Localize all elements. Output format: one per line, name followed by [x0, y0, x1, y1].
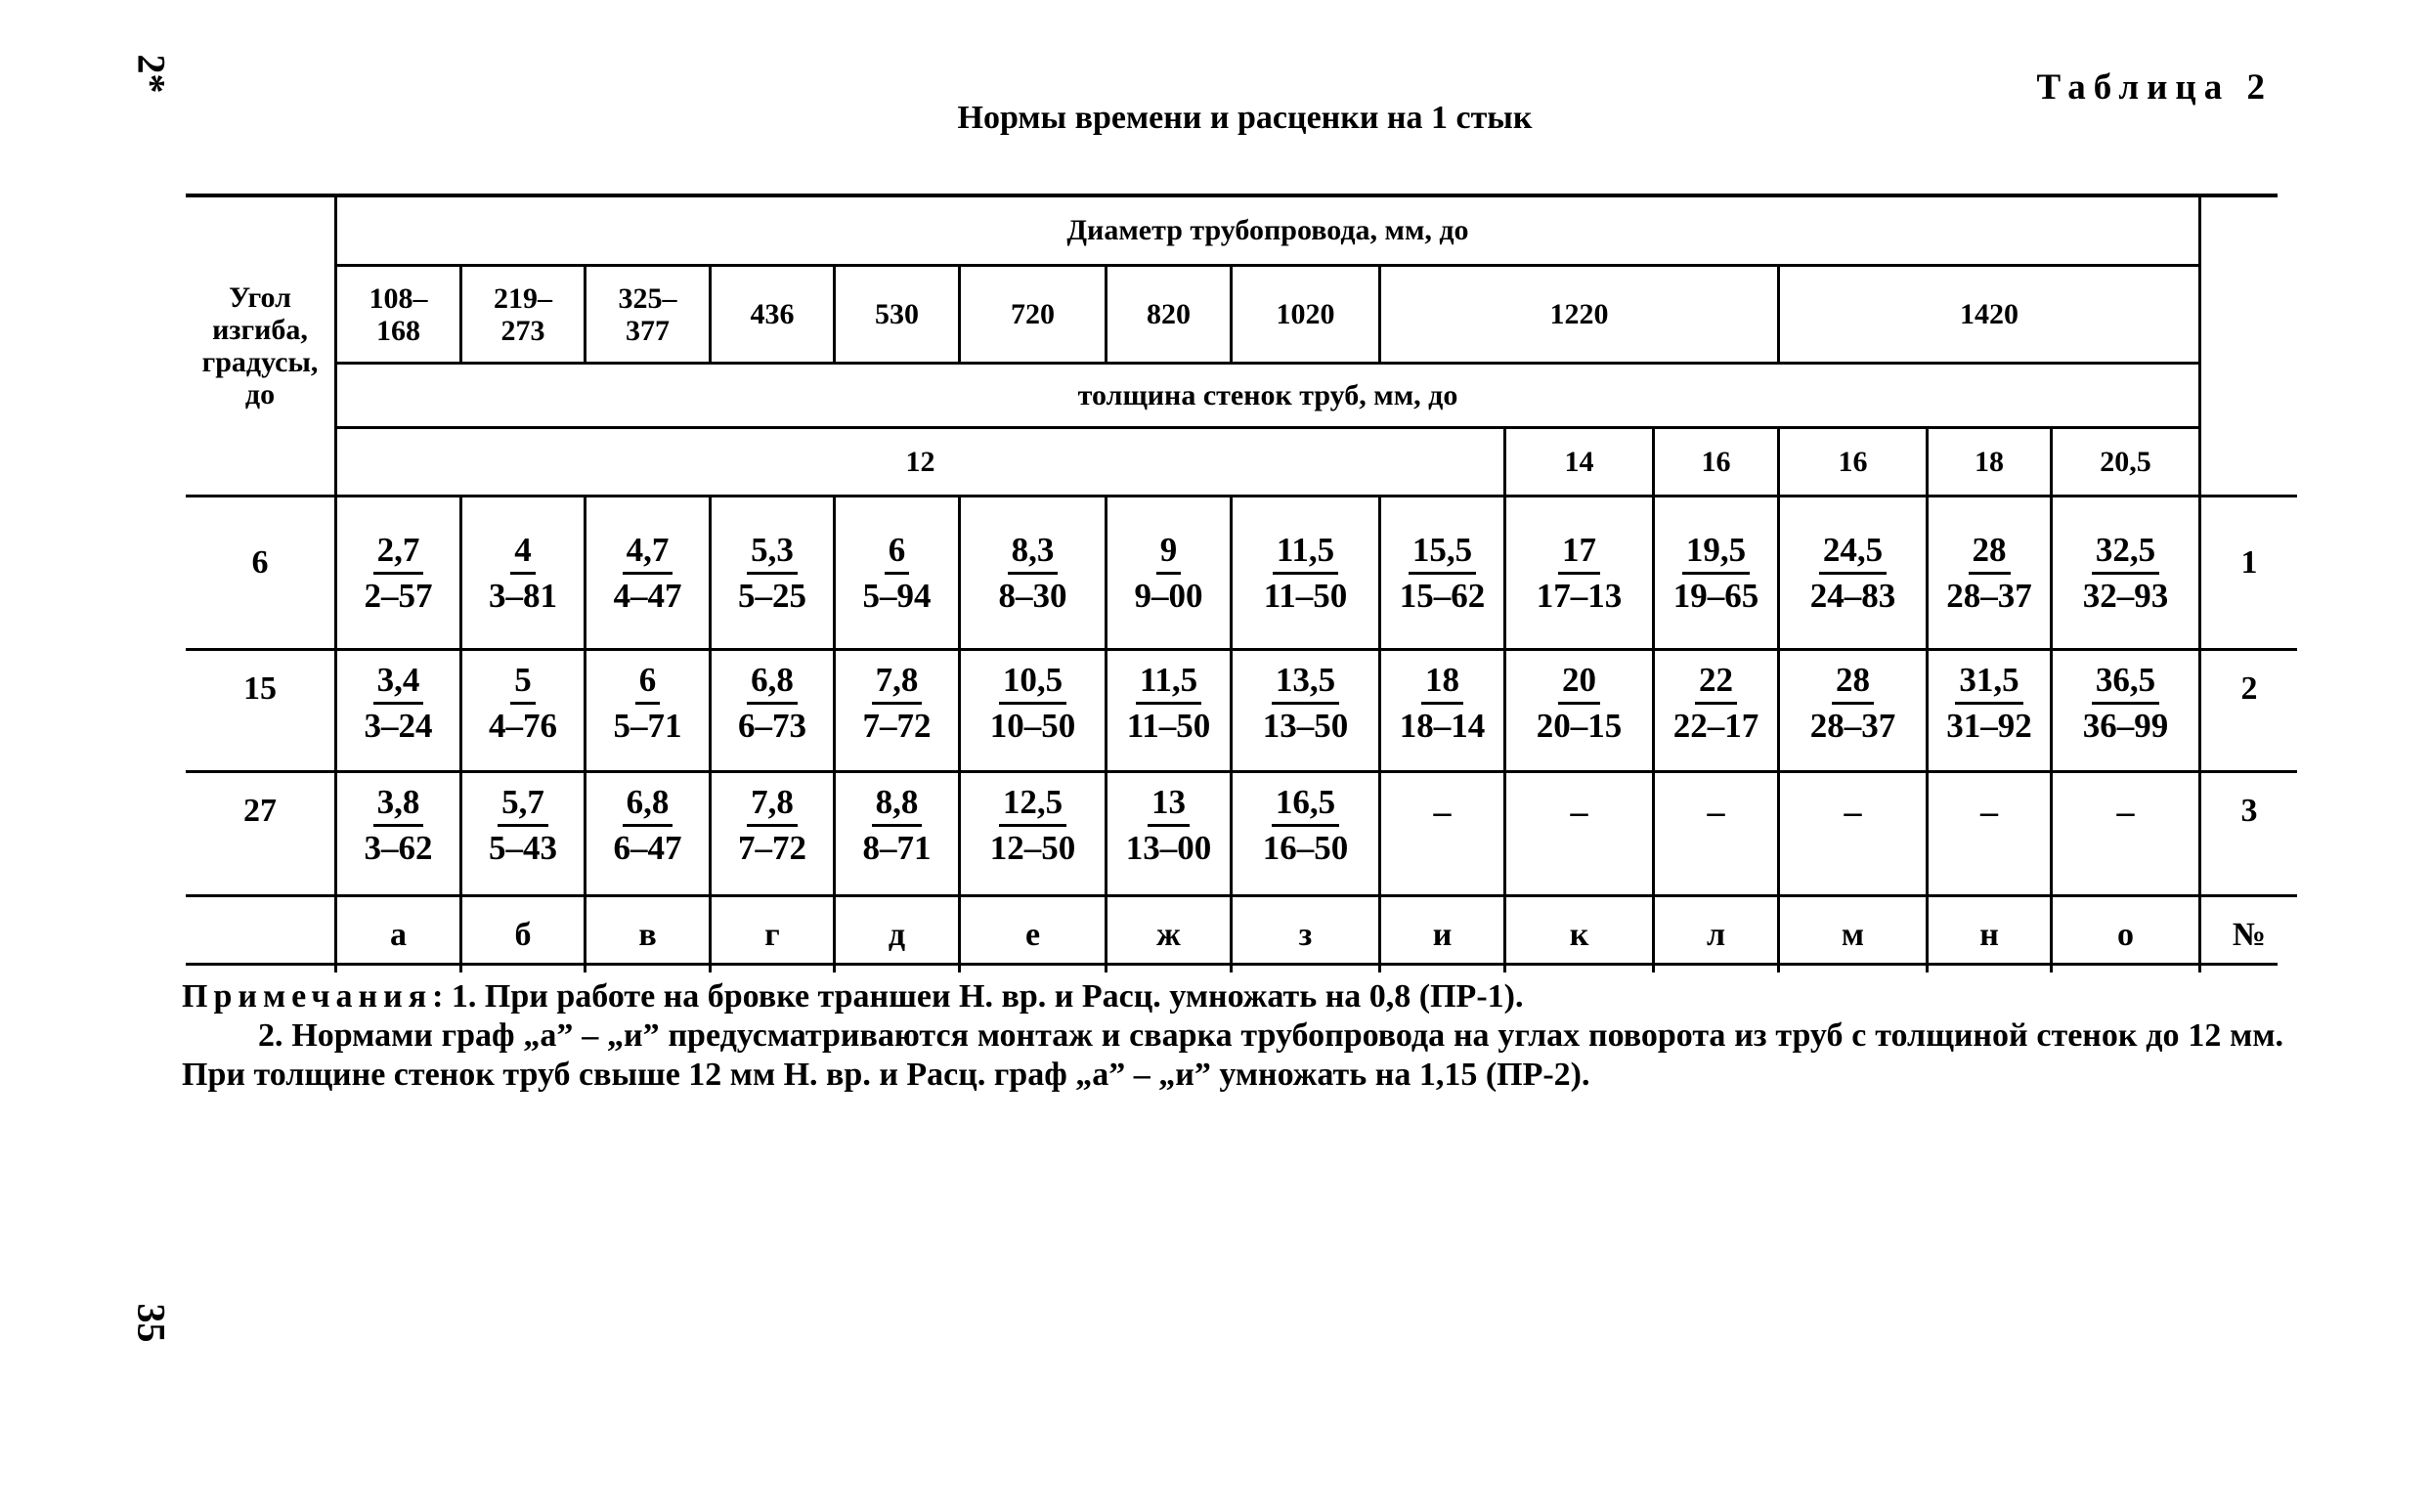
rate-value: 13–00 [1125, 829, 1212, 867]
rate-value: 4–76 [489, 707, 557, 745]
norm-fraction [1946, 529, 2032, 618]
norm-fraction [1946, 659, 2032, 748]
rate-value: 5–25 [738, 576, 806, 615]
wall-thickness-header: толщина стенок труб, мм, до [334, 362, 2198, 426]
column-letter: г [709, 894, 833, 972]
time-norm: 2,7 [373, 529, 424, 575]
time-norm: 3,4 [373, 659, 424, 705]
norm-fraction [738, 659, 806, 748]
rate-value: 12–50 [989, 829, 1076, 867]
norm-fraction [365, 781, 433, 870]
table-cell [334, 495, 459, 648]
rate-value: 3–24 [364, 707, 433, 745]
column-letter: е [958, 894, 1105, 972]
time-norm: 22 [1695, 659, 1737, 705]
norm-fraction [1400, 529, 1486, 618]
table-cell [709, 495, 833, 648]
diameter-cell [584, 264, 709, 362]
time-norm: 16,5 [1272, 781, 1339, 827]
rate-value: 31–92 [1946, 707, 2032, 745]
rate-value: 2–57 [364, 576, 433, 615]
rate-value: 3–62 [364, 829, 433, 867]
column-letter: з [1230, 894, 1378, 972]
norm-fraction [489, 781, 557, 870]
column-letter: н [1926, 894, 2050, 972]
norm-fraction [738, 781, 806, 870]
rate-value: 17–13 [1536, 576, 1623, 615]
table-label: Таблица 2 [2036, 67, 2273, 108]
time-norm: 36,5 [2092, 659, 2159, 705]
diameter-value: 168 [376, 314, 420, 347]
table-cell [1652, 495, 1777, 648]
norm-fraction [1263, 659, 1349, 748]
letters-row-blank [186, 894, 334, 972]
time-norm: 4,7 [623, 529, 673, 575]
time-norm: 24,5 [1819, 529, 1887, 575]
rate-value: 8–30 [998, 576, 1067, 615]
rate-value: 11–50 [1126, 707, 1211, 745]
norm-fraction [990, 781, 1076, 870]
time-norm: 28 [1832, 659, 1874, 705]
table-cell [958, 495, 1105, 648]
table-cell: – [1503, 770, 1652, 894]
norm-fraction [1673, 529, 1759, 618]
diameter-cell [334, 264, 459, 362]
time-norm: 9 [1156, 529, 1182, 575]
time-norm: 17 [1558, 529, 1600, 575]
time-norm: 5 [510, 659, 536, 705]
time-norm: 19,5 [1682, 529, 1750, 575]
norm-fraction [614, 659, 682, 748]
table-cell [584, 648, 709, 770]
norm-fraction [1810, 659, 1896, 748]
table-cell [1230, 770, 1378, 894]
time-norm: 6 [635, 659, 661, 705]
norm-fraction [614, 529, 682, 618]
rate-value: 20–15 [1536, 707, 1623, 745]
table-cell [334, 648, 459, 770]
table-cell [459, 495, 584, 648]
norm-fraction [489, 659, 557, 748]
time-norm: 11,5 [1136, 659, 1201, 705]
rate-value: 8–71 [862, 829, 932, 867]
table-cell [1230, 648, 1378, 770]
table-cell [584, 495, 709, 648]
time-norm: 8,8 [872, 781, 923, 827]
column-letter: к [1503, 894, 1652, 972]
rate-value: 32–93 [2082, 576, 2169, 615]
norm-fraction [489, 529, 557, 618]
column-letter: б [459, 894, 584, 972]
norm-fraction [2083, 529, 2169, 618]
notes [182, 977, 2283, 1095]
table-cell [958, 770, 1105, 894]
table-cell [2050, 495, 2198, 648]
rate-value: 18–14 [1399, 707, 1486, 745]
time-norm: 13,5 [1272, 659, 1339, 705]
time-norm: 5,3 [747, 529, 798, 575]
table-cell [1503, 648, 1652, 770]
rate-value: 10–50 [989, 707, 1076, 745]
table-cell [1105, 495, 1230, 648]
angle-header-line: изгиба, [212, 314, 308, 346]
rate-value: 36–99 [2082, 707, 2169, 745]
norms-table [186, 194, 2278, 966]
time-norm: 5,7 [498, 781, 548, 827]
diameter-value: 219– [494, 281, 552, 315]
norm-fraction [1400, 659, 1486, 748]
norm-fraction [1264, 529, 1348, 618]
angle-header [186, 197, 334, 495]
time-norm: 32,5 [2092, 529, 2159, 575]
time-norm: 15,5 [1409, 529, 1476, 575]
norm-fraction [863, 781, 932, 870]
row-angle: 6 [186, 495, 334, 648]
rate-value: 28–37 [1946, 576, 2032, 615]
note-2: 2. Нормами граф „а” – „и” предусматриваются монтаж и сварка трубопровода на углах поворота из труб с толщиной стенок до 12 мм. При толщине стенок труб свыше 12 мм Н. вр. и Расц. граф „а” – „и” умножать на 1,15 (ПР-2). [182, 1017, 2283, 1093]
rate-value: 24–83 [1809, 576, 1896, 615]
time-norm: 4 [510, 529, 536, 575]
rate-value: 19–65 [1672, 576, 1759, 615]
table-cell [833, 495, 958, 648]
table-cell [1378, 648, 1503, 770]
row-number: 3 [2198, 770, 2297, 894]
table-cell: – [1777, 770, 1926, 894]
table-cell [1378, 495, 1503, 648]
rate-value: 5–94 [862, 576, 932, 615]
diameter-value: 108– [369, 281, 428, 315]
time-norm: 10,5 [999, 659, 1066, 705]
time-norm: 8,3 [1008, 529, 1059, 575]
wall-thickness-cell: 20,5 [2050, 426, 2198, 495]
column-letter: и [1378, 894, 1503, 972]
norm-fraction [614, 781, 682, 870]
column-letter: о [2050, 894, 2198, 972]
diameter-cell: 1020 [1230, 264, 1378, 362]
table-cell [1777, 495, 1926, 648]
wall-thickness-cell: 12 [334, 426, 1503, 495]
norm-fraction [1127, 659, 1211, 748]
rate-value: 7–72 [738, 829, 806, 867]
column-letter: ж [1105, 894, 1230, 972]
row-angle: 27 [186, 770, 334, 894]
table-cell [1230, 495, 1378, 648]
norm-fraction [1537, 659, 1623, 748]
column-letter: м [1777, 894, 1926, 972]
norm-fraction [1537, 529, 1623, 618]
table-cell: – [2050, 770, 2198, 894]
table-cell [334, 770, 459, 894]
diameter-cell: 530 [833, 264, 958, 362]
norm-fraction [999, 529, 1067, 618]
time-norm: 20 [1558, 659, 1600, 705]
angle-header-line: до [244, 378, 276, 410]
diameter-cell: 820 [1105, 264, 1230, 362]
table-cell [2050, 648, 2198, 770]
norm-fraction [863, 529, 932, 618]
rate-value: 6–73 [738, 707, 806, 745]
table-cell: – [1926, 770, 2050, 894]
note-1 [182, 977, 2283, 1016]
norm-fraction [1263, 781, 1349, 870]
norm-fraction [2083, 659, 2169, 748]
column-letter: л [1652, 894, 1777, 972]
norm-fraction [1126, 781, 1212, 870]
rate-value: 22–17 [1672, 707, 1759, 745]
norm-fraction [365, 659, 433, 748]
table-cell [833, 770, 958, 894]
rate-value: 5–71 [613, 707, 682, 745]
table-title: Нормы времени и расценки на 1 стык [957, 100, 1533, 136]
table-cell [1926, 648, 2050, 770]
time-norm: 3,8 [373, 781, 424, 827]
table-cell [1503, 495, 1652, 648]
norm-fraction [1673, 659, 1759, 748]
angle-header-line: градусы, [201, 346, 319, 378]
time-norm: 6,8 [623, 781, 673, 827]
norm-fraction [365, 529, 433, 618]
table-cell: – [1652, 770, 1777, 894]
no-label: № [2198, 894, 2297, 972]
rate-value: 28–37 [1809, 707, 1896, 745]
norm-fraction [1810, 529, 1896, 618]
table-cell [459, 648, 584, 770]
row-angle: 15 [186, 648, 334, 770]
norm-fraction [863, 659, 932, 748]
diameter-cell: 1420 [1777, 264, 2198, 362]
diameter-header: Диаметр трубопровода, мм, до [334, 197, 2198, 264]
row-number: 1 [2198, 495, 2297, 648]
table-cell [459, 770, 584, 894]
column-letter: а [334, 894, 459, 972]
diameter-cell [459, 264, 584, 362]
diameter-cell: 436 [709, 264, 833, 362]
column-letter: в [584, 894, 709, 972]
time-norm: 6,8 [747, 659, 798, 705]
table-cell [1105, 648, 1230, 770]
wall-thickness-cell: 16 [1777, 426, 1926, 495]
rate-value: 5–43 [489, 829, 557, 867]
time-norm: 28 [1969, 529, 2011, 575]
time-norm: 31,5 [1955, 659, 2022, 705]
table-cell [709, 770, 833, 894]
wall-thickness-cell: 16 [1652, 426, 1777, 495]
wall-thickness-cell: 18 [1926, 426, 2050, 495]
time-norm: 11,5 [1273, 529, 1338, 575]
time-norm: 6 [885, 529, 910, 575]
diameter-cell: 720 [958, 264, 1105, 362]
table-cell [833, 648, 958, 770]
rate-value: 4–47 [613, 576, 682, 615]
no-column-header [2198, 197, 2297, 495]
page-number: 35 [129, 1303, 174, 1343]
rate-value: 7–72 [862, 707, 932, 745]
diameter-value: 377 [626, 314, 670, 347]
rate-value: 9–00 [1134, 576, 1203, 615]
time-norm: 18 [1421, 659, 1463, 705]
note-1-text: : 1. При работе на бровке траншеи Н. вр. и Расц. умножать на 0,8 (ПР-1). [432, 978, 1524, 1015]
notes-heading: Примечания [182, 978, 433, 1015]
table-cell [958, 648, 1105, 770]
time-norm: 7,8 [747, 781, 798, 827]
time-norm: 7,8 [872, 659, 923, 705]
rate-value: 11–50 [1263, 576, 1348, 615]
table-cell [1652, 648, 1777, 770]
rate-value: 15–62 [1399, 576, 1486, 615]
row-number: 2 [2198, 648, 2297, 770]
rate-value: 6–47 [613, 829, 682, 867]
rate-value: 3–81 [489, 576, 557, 615]
table-cell [1777, 648, 1926, 770]
norm-fraction [1135, 529, 1203, 618]
page-mark-top: 2* [129, 54, 174, 94]
time-norm: 12,5 [999, 781, 1066, 827]
diameter-cell: 1220 [1378, 264, 1777, 362]
table-cell [584, 770, 709, 894]
table-cell [1105, 770, 1230, 894]
table-cell [1926, 495, 2050, 648]
rate-value: 13–50 [1262, 707, 1349, 745]
norm-fraction [738, 529, 806, 618]
norm-fraction [990, 659, 1076, 748]
rate-value: 16–50 [1262, 829, 1349, 867]
angle-header-line: Угол [229, 281, 291, 314]
diameter-value: 273 [500, 314, 545, 347]
column-letter: д [833, 894, 958, 972]
table-cell: – [1378, 770, 1503, 894]
wall-thickness-cell: 14 [1503, 426, 1652, 495]
diameter-value: 325– [618, 281, 677, 315]
table-cell [709, 648, 833, 770]
time-norm: 13 [1148, 781, 1190, 827]
